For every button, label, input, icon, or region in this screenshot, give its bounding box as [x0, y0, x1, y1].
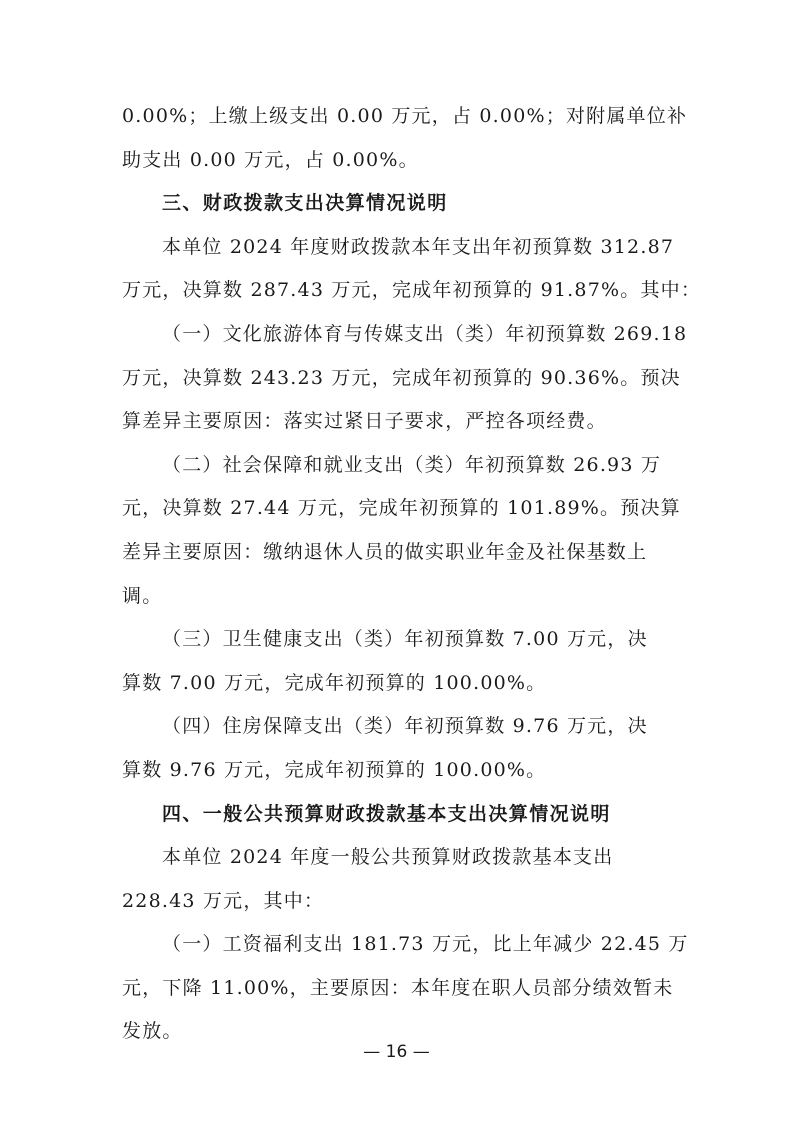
text-line: 助支出 0.00 万元，占 0.00%。: [122, 148, 419, 171]
section-heading: 四、一般公共预算财政拨款基本支出决算情况说明: [162, 802, 611, 825]
text-line: 调。: [122, 584, 163, 607]
text-line: 元，决算数 27.44 万元，完成年初预算的 101.89%。预决算: [122, 497, 681, 520]
text-line: 228.43 万元，其中：: [122, 889, 325, 912]
paragraph-first-line: （三）卫生健康支出（类）年初预算数 7.00 万元，决: [162, 628, 648, 651]
text-line: 万元，决算数 287.43 万元，完成年初预算的 91.87%。其中：: [122, 279, 702, 302]
text-line: 0.00%；上缴上级支出 0.00 万元，占 0.00%；对附属单位补: [122, 105, 688, 127]
text-line: 差异主要原因：缴纳退休人员的做实职业年金及社保基数上: [122, 540, 648, 563]
page-number: — 16 —: [363, 1042, 430, 1062]
text-line: 算差异主要原因：落实过紧日子要求，严控各项经费。: [122, 410, 607, 433]
text-line: 算数 9.76 万元，完成年初预算的 100.00%。: [122, 758, 547, 781]
paragraph-first-line: （四）住房保障支出（类）年初预算数 9.76 万元，决: [162, 715, 648, 738]
section-heading: 三、财政拨款支出决算情况说明: [162, 192, 448, 215]
text-line: 算数 7.00 万元，完成年初预算的 100.00%。: [122, 671, 547, 694]
paragraph-first-line: 本单位 2024 年度一般公共预算财政拨款基本支出: [162, 846, 614, 869]
text-line: 发放。: [122, 1020, 183, 1043]
document-body: [122, 95, 702, 1054]
text-line: 元，下降 11.00%，主要原因：本年度在职人员部分绩效暂未: [122, 976, 674, 999]
paragraph-first-line: （二）社会保障和就业支出（类）年初预算数 26.93 万: [162, 453, 662, 476]
paragraph-first-line: 本单位 2024 年度财政拨款本年支出年初预算数 312.87: [162, 235, 675, 258]
paragraph-first-line: （一）文化旅游体育与传媒支出（类）年初预算数 269.18: [162, 322, 688, 345]
text-line: 万元，决算数 243.23 万元，完成年初预算的 90.36%。预决: [122, 366, 681, 389]
paragraph-first-line: （一）工资福利支出 181.73 万元，比上年减少 22.45 万: [162, 933, 689, 956]
